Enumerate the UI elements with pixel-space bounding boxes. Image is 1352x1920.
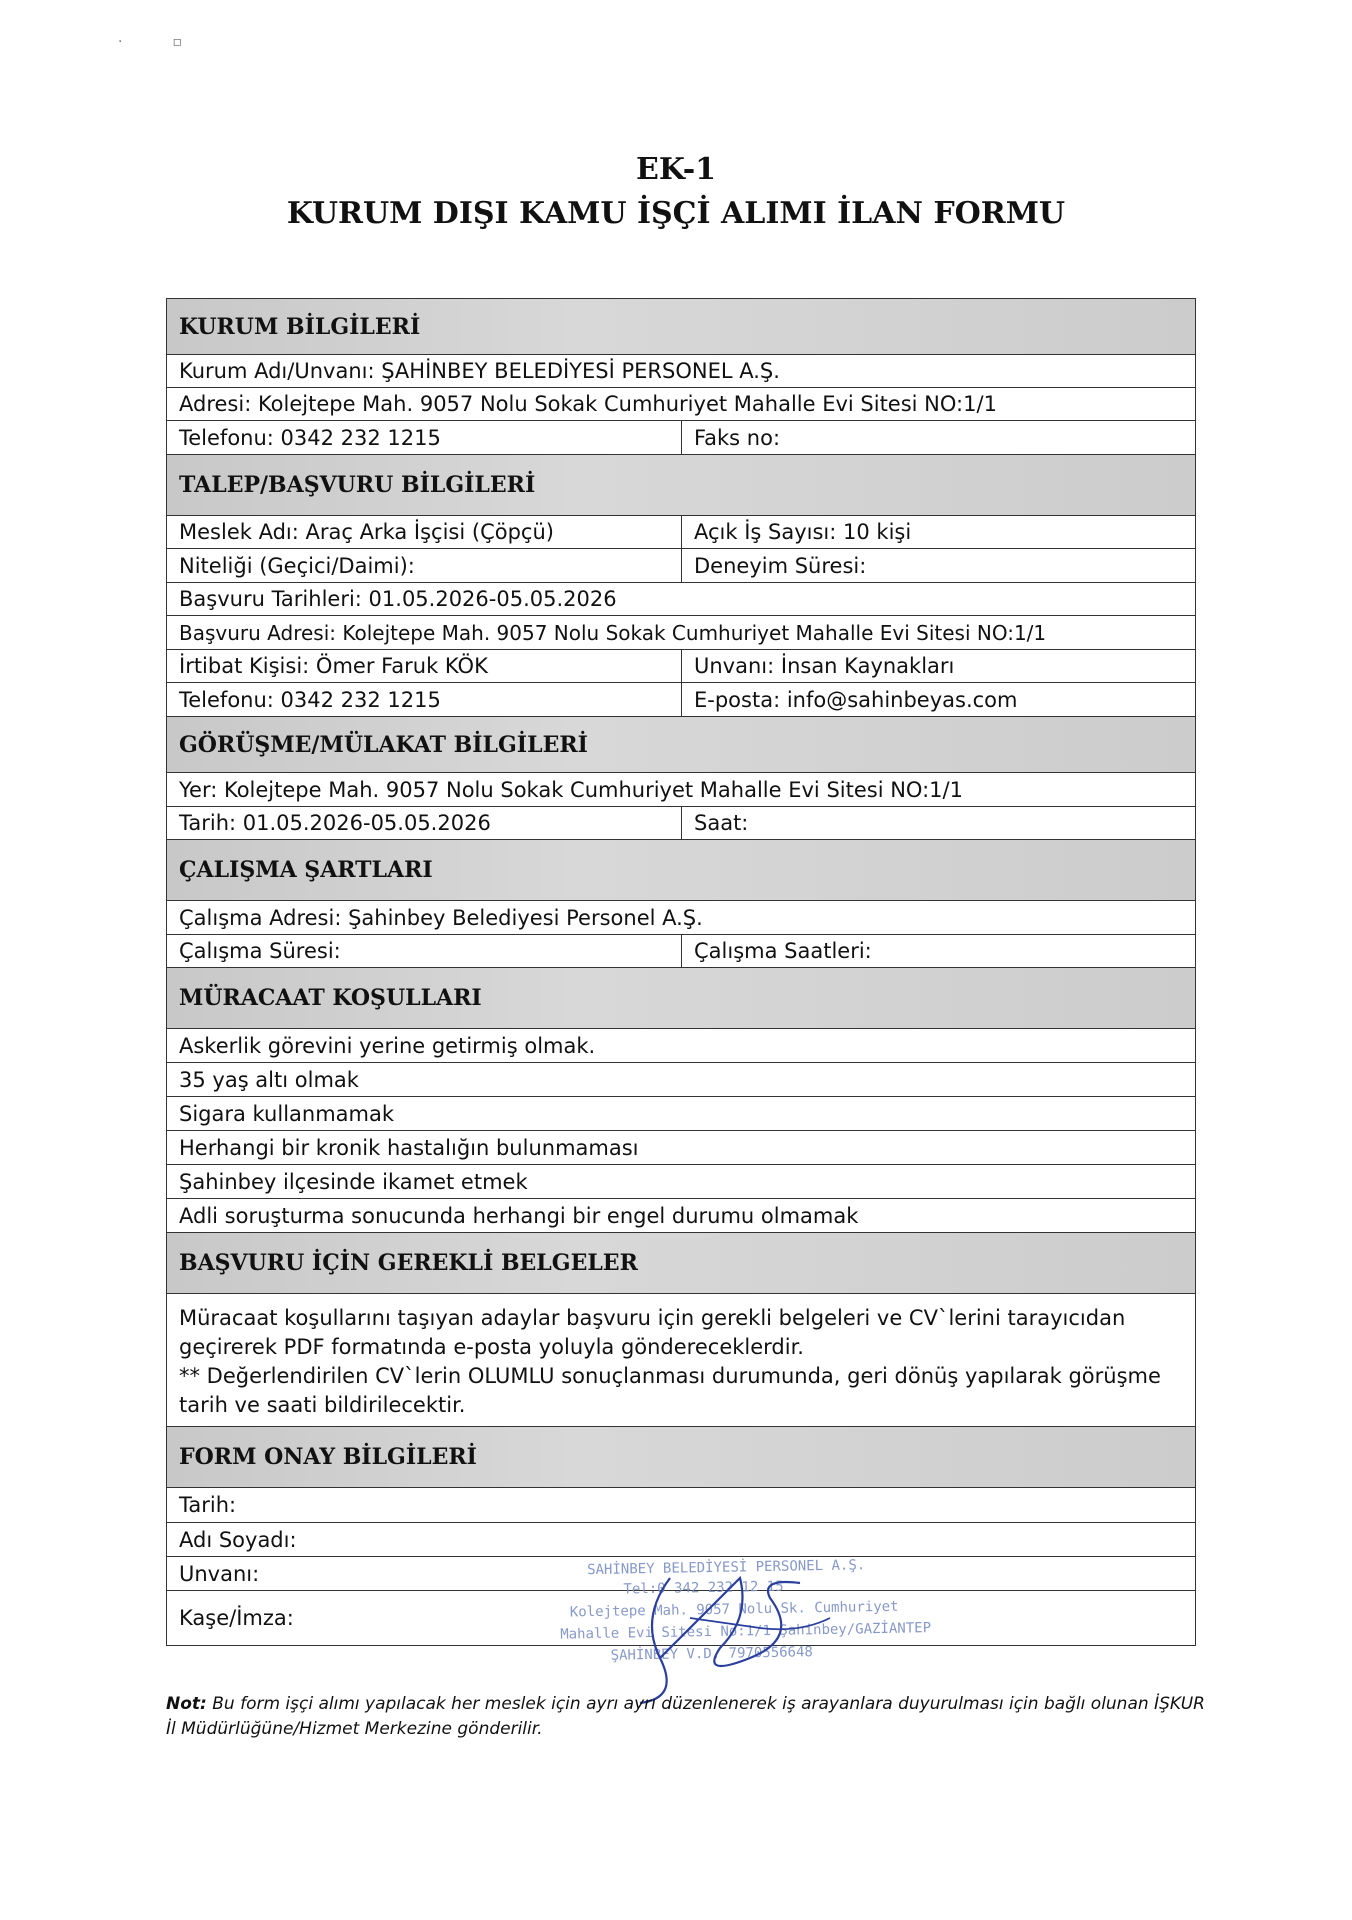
table-row bbox=[167, 1488, 1195, 1523]
meslek-adi: Meslek Adı: Araç Arka İşçisi (Çöpçü) bbox=[167, 516, 682, 548]
kurum-adres: Adresi: Kolejtepe Mah. 9057 Nolu Sokak Cumhuriyet Mahalle Evi Sitesi NO:1/1 bbox=[179, 392, 997, 416]
table-row bbox=[167, 1523, 1195, 1557]
belgeler-para-2: ** Değerlendirilen CV`lerin OLUMLU sonuçlanması durumunda, geri dönüş yapılarak görüşme tarih ve saati bildirilecektir. bbox=[179, 1364, 1161, 1417]
list-item bbox=[167, 1199, 1195, 1233]
note-label: Not: bbox=[166, 1694, 207, 1714]
table-row bbox=[167, 650, 1195, 683]
scan-specks: ·▫ bbox=[118, 34, 232, 50]
table-row bbox=[167, 355, 1195, 388]
gorusme-saat: Saat: bbox=[694, 811, 749, 835]
table-row bbox=[167, 421, 1195, 455]
kosul-ikamet: Şahinbey ilçesinde ikamet etmek bbox=[179, 1169, 528, 1194]
section-kurum-heading: KURUM BİLGİLERİ bbox=[167, 299, 1195, 355]
table-row bbox=[167, 388, 1195, 421]
calisma-adresi: Çalışma Adresi: Şahinbey Belediyesi Personel A.Ş. bbox=[179, 905, 703, 930]
list-item bbox=[167, 1063, 1195, 1097]
acik-is-sayisi: Açık İş Sayısı: 10 kişi bbox=[694, 520, 912, 544]
belgeler-para-1: Müracaat koşullarını taşıyan adaylar başvuru için gerekli belgeleri ve CV`lerini tarayıcıdan geçirerek PDF formatında e-posta yoluyla göndereceklerdir. bbox=[179, 1306, 1126, 1359]
note-text: Bu form işçi alımı yapılacak her meslek için ayrı ayrı düzenlenerek iş arayanlara duyurulması için bağlı olunan İŞKUR İl Müdürlüğüne/Hizmet Merkezine gönderilir. bbox=[166, 1694, 1205, 1739]
kosul-sigara: Sigara kullanmamak bbox=[179, 1101, 395, 1126]
list-item bbox=[167, 1165, 1195, 1199]
gorusme-tarih: Tarih: 01.05.2026-05.05.2026 bbox=[167, 807, 682, 839]
signature bbox=[600, 1558, 860, 1708]
section-belgeler-heading: BAŞVURU İÇİN GEREKLİ BELGELER bbox=[167, 1233, 1195, 1294]
table-row bbox=[167, 935, 1195, 968]
irtibat-unvani: Unvanı: İnsan Kaynakları bbox=[694, 654, 955, 678]
basvuru-tarihleri: Başvuru Tarihleri: 01.05.2026-05.05.2026 bbox=[179, 587, 617, 611]
footer-note bbox=[166, 1692, 1206, 1742]
onay-adi-soyadi: Adı Soyadı: bbox=[179, 1527, 297, 1552]
section-talep-heading: TALEP/BAŞVURU BİLGİLERİ bbox=[167, 455, 1195, 516]
list-item bbox=[167, 1029, 1195, 1063]
list-item bbox=[167, 1131, 1195, 1165]
table-row bbox=[167, 549, 1195, 583]
kosul-kronik: Herhangi bir kronik hastalığın bulunmaması bbox=[179, 1135, 639, 1160]
onay-tarih: Tarih: bbox=[179, 1493, 237, 1517]
table-row bbox=[167, 807, 1195, 840]
talep-eposta: E-posta: info@sahinbeyas.com bbox=[694, 687, 1018, 712]
talep-telefon: Telefonu: 0342 232 1215 bbox=[167, 683, 682, 716]
title-main: KURUM DIŞI KAMU İŞÇİ ALIMI İLAN FORMU bbox=[286, 196, 1066, 231]
form-table bbox=[166, 298, 1196, 1646]
onay-unvani: Unvanı: bbox=[179, 1561, 260, 1586]
section-muracaat-heading: MÜRACAAT KOŞULLARI bbox=[167, 968, 1195, 1029]
kurum-telefon: Telefonu: 0342 232 1215 bbox=[167, 421, 682, 454]
basvuru-adresi: Başvuru Adresi: Kolejtepe Mah. 9057 Nolu Sokak Cumhuriyet Mahalle Evi Sitesi NO:1/1 bbox=[179, 620, 1047, 645]
calisma-saatleri: Çalışma Saatleri: bbox=[694, 939, 872, 963]
document-title bbox=[0, 150, 1352, 236]
gorusme-yer: Yer: Kolejtepe Mah. 9057 Nolu Sokak Cumhuriyet Mahalle Evi Sitesi NO:1/1 bbox=[179, 777, 963, 802]
kurum-faks: Faks no: bbox=[694, 425, 781, 450]
table-row bbox=[167, 773, 1195, 807]
calisma-suresi: Çalışma Süresi: bbox=[167, 935, 682, 967]
kosul-yas: 35 yaş altı olmak bbox=[179, 1067, 359, 1092]
table-row bbox=[167, 583, 1195, 616]
table-row bbox=[167, 516, 1195, 549]
table-row bbox=[167, 901, 1195, 935]
title-annex: EK-1 bbox=[635, 152, 717, 187]
company-stamp: SAHİNBEY BELEDİYESİ PERSONEL A.Ş. Tel:0 342 232 12 15 Kolejtepe Mah. 9057 Nolu Sk. Cumhuriyet Mahalle Evi Sitesi No:1/1 Şahinbey/GAZİANTEP ŞAHİNBEY V.D. 7970556648 bbox=[560, 1557, 932, 1664]
belgeler-text bbox=[167, 1294, 1195, 1427]
onay-kase-imza: Kaşe/İmza: bbox=[179, 1606, 294, 1630]
deneyim-suresi: Deneyim Süresi: bbox=[694, 553, 867, 578]
kurum-unvan: Kurum Adı/Unvanı: ŞAHİNBEY BELEDİYESİ PERSONEL A.Ş. bbox=[179, 359, 780, 383]
kosul-adli: Adli soruşturma sonucunda herhangi bir engel durumu olmamak bbox=[179, 1203, 859, 1228]
section-calisma-heading: ÇALIŞMA ŞARTLARI bbox=[167, 840, 1195, 901]
section-onay-heading: FORM ONAY BİLGİLERİ bbox=[167, 1427, 1195, 1488]
kosul-askerlik: Askerlik görevini yerine getirmiş olmak. bbox=[179, 1033, 596, 1058]
table-row bbox=[167, 683, 1195, 717]
niteligi: Niteliği (Geçici/Daimi): bbox=[167, 549, 682, 582]
table-row bbox=[167, 616, 1195, 650]
list-item bbox=[167, 1097, 1195, 1131]
section-gorusme-heading: GÖRÜŞME/MÜLAKAT BİLGİLERİ bbox=[167, 717, 1195, 773]
irtibat-kisisi: İrtibat Kişisi: Ömer Faruk KÖK bbox=[167, 650, 682, 682]
